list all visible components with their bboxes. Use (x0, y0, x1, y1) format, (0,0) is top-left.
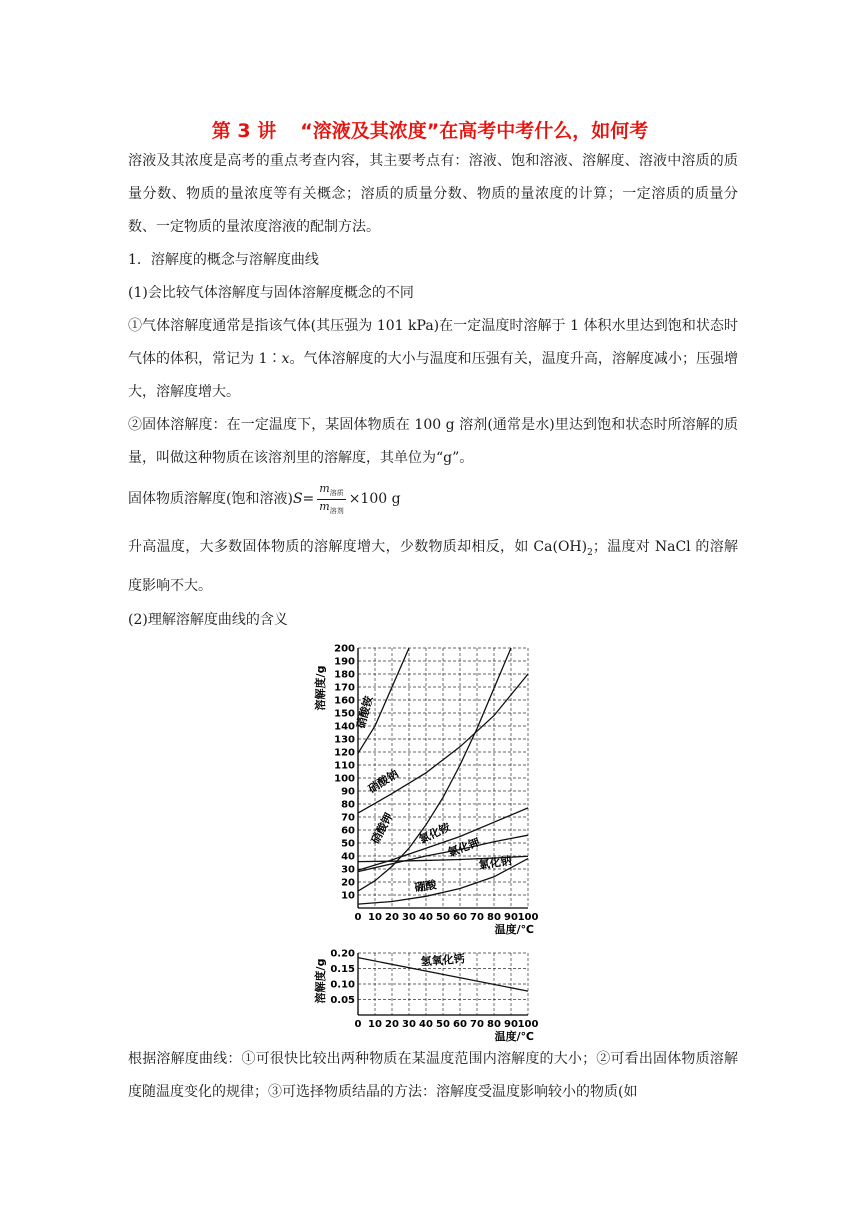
y-axis-label: 溶解度/g (314, 958, 327, 1004)
solid-solubility-paragraph: ②固体溶解度：在一定温度下，某固体物质在 100 g 溶剂(通常是水)里达到饱和状态时所溶解的质量，叫做这种物质在该溶剂里的溶解度，其单位为“g”。 (128, 417, 738, 466)
formula-m-denominator: m (319, 499, 330, 513)
section-heading-1: 1．溶解度的概念与溶解度曲线 (128, 252, 319, 268)
y-tick-label: 150 (334, 708, 355, 720)
x-tick-label: 30 (402, 1019, 416, 1030)
solubility-formula (128, 482, 738, 516)
x-tick-label: 20 (385, 1019, 399, 1030)
formula-solute-subscript: 溶质 (329, 489, 344, 498)
x-tick-label: 30 (402, 912, 416, 923)
y-tick-label: 160 (334, 695, 355, 707)
formula-symbol-s: S (292, 491, 303, 507)
formula-m-numerator: m (319, 482, 330, 496)
conclusion-paragraph: 根据溶解度曲线：①可很快比较出两种物质在某温度范围内溶解度的大小；②可看出固体物质溶解度随温度变化的规律；③可选择物质结晶的方法：溶解度受温度影响较小的物质(如 (128, 1051, 738, 1100)
x-tick-label: 70 (470, 912, 484, 923)
series-label: 硼酸 (413, 878, 438, 895)
y-tick-label: 0.20 (330, 948, 355, 960)
solubility-curve-chart (310, 640, 550, 945)
temperature-effect-text-b: ；温度对 NaCl 的溶解度影响不大。 (128, 539, 739, 594)
y-axis-label: 溶解度/g (314, 665, 327, 711)
series-label: 氢氧化钙 (420, 952, 466, 969)
series-label: 氯化铵 (417, 820, 453, 847)
y-tick-label: 90 (341, 786, 355, 798)
y-tick-label: 70 (341, 812, 355, 824)
x-tick-label: 0 (354, 1019, 362, 1030)
y-tick-label: 140 (334, 721, 355, 733)
y-tick-label: 200 (334, 643, 355, 655)
x-tick-label: 90 (504, 1019, 518, 1030)
y-tick-label: 50 (341, 838, 355, 850)
series-label: 氯化钾 (446, 835, 482, 860)
y-tick-label: 190 (334, 656, 355, 668)
x-tick-label: 80 (487, 1019, 501, 1030)
subsection-heading-1: (1)会比较气体溶解度与固体溶解度概念的不同 (128, 285, 414, 301)
y-tick-label: 0.15 (330, 964, 355, 975)
y-tick-label: 0.05 (330, 995, 355, 1006)
x-tick-label: 50 (436, 1019, 450, 1030)
y-tick-label: 170 (334, 682, 355, 694)
y-tick-label: 180 (334, 669, 355, 681)
formula-equals: = (302, 491, 315, 507)
temperature-effect-text-a: 升高温度，大多数固体物质的溶解度增大，少数物质却相反，如 Ca(OH) (128, 539, 588, 555)
series-label: 硝酸钠 (365, 767, 401, 796)
calcium-hydroxide-chart (310, 945, 550, 1042)
gas-solubility-text-b: 。气体溶解度的大小与温度和压强有关，温度升高，溶解度减小；压强增大，溶解度增大。 (128, 351, 739, 400)
x-tick-label: 40 (419, 912, 433, 923)
formula-solvent-subscript: 溶剂 (329, 506, 344, 515)
formula-suffix: ×100 g (348, 491, 401, 507)
page-title (0, 116, 860, 143)
title-topic: “溶液及其浓度”在高考中考什么，如何考 (300, 120, 649, 142)
y-tick-label: 10 (341, 890, 355, 902)
intro-paragraph: 溶液及其浓度是高考的重点考查内容，其主要考点有：溶液、饱和溶液、溶解度、溶液中溶质的质量分数、物质的量浓度等有关概念；溶质的质量分数、物质的量浓度的计算；一定溶质的质量分数、一定物质的量浓度溶液的配制方法。 (128, 153, 738, 235)
y-tick-label: 100 (334, 773, 355, 785)
x-tick-label: 50 (436, 912, 450, 923)
x-tick-label: 100 (517, 1019, 539, 1030)
x-tick-label: 70 (470, 1019, 484, 1030)
x-tick-label: 0 (354, 912, 362, 923)
x-tick-label: 10 (368, 1019, 382, 1030)
formula-fraction (317, 483, 345, 514)
x-axis-label: 温度/℃ (494, 1030, 534, 1042)
ratio-variable: x (281, 351, 290, 367)
gas-solubility-text-a: ①气体溶解度通常是指该气体(其压强为 101 kPa)在一定温度时溶解于 1 体积水里达到饱和状态时气体的体积，常记为 1∶ (128, 318, 738, 367)
x-tick-label: 60 (453, 912, 467, 923)
y-tick-label: 20 (341, 877, 355, 889)
y-tick-label: 130 (334, 734, 355, 746)
temperature-effect-paragraph (128, 531, 738, 603)
formula-prefix: 固体物质溶解度(饱和溶液) (128, 491, 293, 507)
x-tick-label: 60 (453, 1019, 467, 1030)
series-label: 氯化钠 (477, 854, 513, 872)
title-lecture-number: 第 3 讲 (211, 120, 277, 142)
x-tick-label: 20 (385, 912, 399, 923)
y-tick-label: 0.10 (330, 979, 355, 991)
y-tick-label: 110 (334, 760, 355, 772)
x-tick-label: 40 (419, 1019, 433, 1030)
y-tick-label: 80 (341, 799, 355, 811)
y-tick-label: 120 (334, 747, 355, 759)
x-tick-label: 90 (504, 912, 518, 923)
x-tick-label: 80 (487, 912, 501, 923)
x-axis-label: 温度/℃ (494, 923, 534, 936)
y-tick-label: 40 (341, 851, 355, 863)
x-tick-label: 100 (517, 912, 539, 923)
y-tick-label: 30 (341, 864, 355, 876)
subsection-heading-2: (2)理解溶解度曲线的含义 (128, 612, 288, 628)
series-label: 硝酸钾 (368, 810, 396, 846)
gas-solubility-paragraph (128, 310, 738, 409)
x-tick-label: 10 (368, 912, 382, 923)
series-label: 硝酸铵 (354, 694, 376, 730)
hydroxide-subscript: 2 (587, 547, 593, 558)
y-tick-label: 60 (341, 825, 355, 837)
